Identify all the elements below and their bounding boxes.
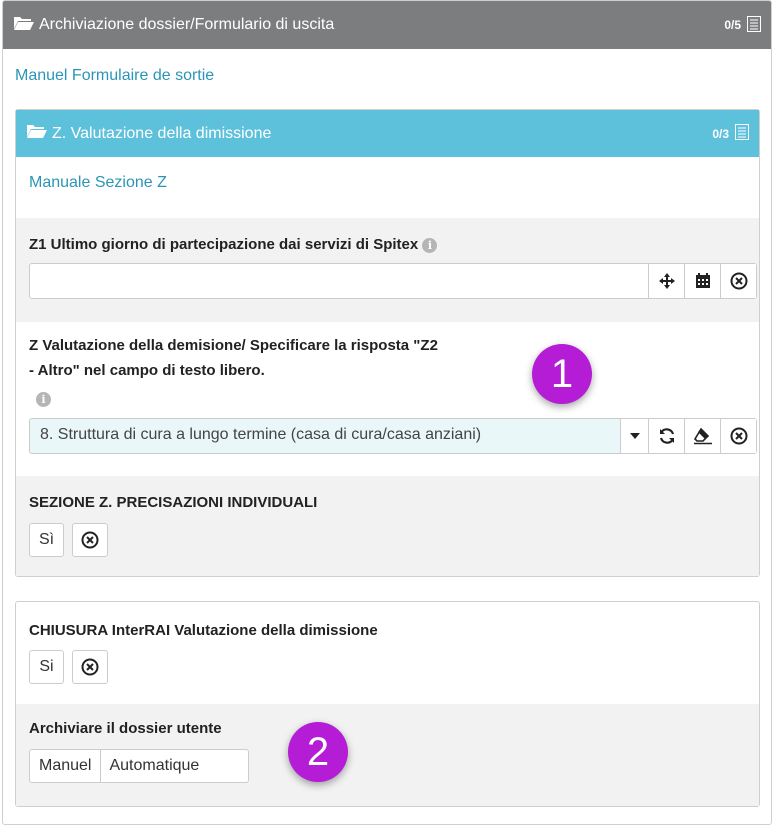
inner-panel-count: 0/3 [712,126,729,141]
outer-panel-title: Archiviazione dossier/Formulario di uscita [39,16,335,33]
z1-label: Z1 Ultimo giorno di partecipazione dai servizi di Spitex [29,236,419,253]
z-select-row [16,322,759,476]
chevron-down-icon[interactable] [620,419,648,453]
inner-panel-header[interactable] [16,110,759,157]
manuale-sezione-z-link[interactable]: Manuale Sezione Z [29,174,167,191]
list-icon[interactable] [735,124,749,143]
list-icon[interactable] [747,16,761,35]
z-label-line2: - Altro" nel campo di testo libero. [29,362,265,379]
archiviare-label: Archiviare il dossier utente [29,720,222,737]
clear-circle-icon[interactable] [720,264,756,298]
archiviare-row [16,704,759,806]
clear-circle-icon[interactable] [720,419,756,453]
z-label-line1: Z Valutazione della demisione/ Specificare la risposta "Z2 [29,337,438,354]
automatique-option-button[interactable]: Automatique [109,757,200,774]
folder-open-icon [13,15,35,36]
sezione-yes-button[interactable]: Sì [29,523,64,557]
outer-panel-header[interactable] [3,1,771,49]
manuel-formulaire-link[interactable]: Manuel Formulaire de sortie [15,67,215,84]
chiusura-panel [15,601,760,807]
clear-circle-icon[interactable] [72,650,108,684]
sezione-z-label: SEZIONE Z. PRECISAZIONI INDIVIDUALI [29,494,318,511]
info-icon[interactable]: i [422,238,437,253]
callout-badge-2: 2 [288,722,348,782]
z1-row [16,218,759,322]
inner-panel [15,109,760,577]
sezione-z-row [16,476,759,576]
calendar-icon[interactable] [684,264,720,298]
info-icon[interactable]: i [36,392,51,407]
chiusura-yes-button[interactable]: Si [29,650,64,684]
refresh-icon[interactable] [648,419,684,453]
manuel-option-button[interactable]: Manuel [30,750,101,782]
outer-panel [2,0,772,825]
archiviare-toggle-group [29,749,249,783]
z-select[interactable] [29,418,757,454]
z1-date-input[interactable] [29,263,757,299]
inner-panel-title: Z. Valutazione della dimissione [52,124,272,142]
folder-open-icon [26,123,48,144]
callout-badge-1: 1 [532,344,592,404]
outer-panel-count: 0/5 [724,18,741,32]
crosshair-icon[interactable] [648,264,684,298]
eraser-icon[interactable] [684,419,720,453]
clear-circle-icon[interactable] [72,523,108,557]
z-selected-value: 8. Struttura di cura a lungo termine (casa di cura/casa anziani) [40,426,482,443]
chiusura-label: CHIUSURA InterRAI Valutazione della dimissione [29,622,378,639]
